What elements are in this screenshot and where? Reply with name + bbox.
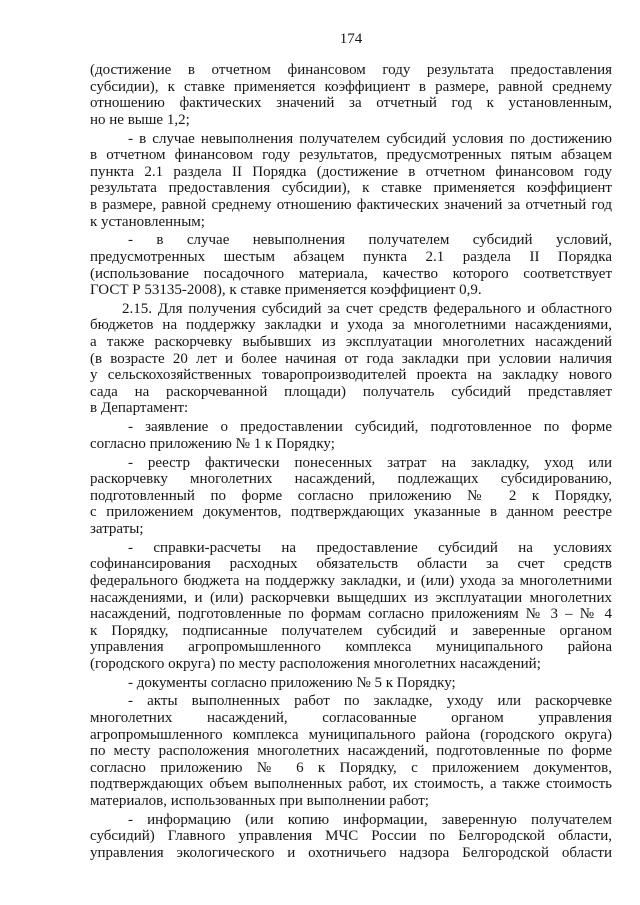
text-line: в отчетном финансовом году результатов, предусмотренных пятым абзацем xyxy=(90,147,612,164)
text-line: (достижение в отчетном финансовом году результата предоставления xyxy=(90,62,612,78)
text-line: (в возрасте 20 лет и более начиная от года закладки при условии наличия xyxy=(90,350,612,367)
text-line: материалов, использованных при выполнении работ; xyxy=(90,793,429,810)
paragraph xyxy=(90,131,612,231)
text-line: у сельскохозяйственных товаропроизводителей проекта на закладку нового xyxy=(90,367,612,384)
paragraph xyxy=(90,301,612,417)
body-text xyxy=(90,62,612,862)
page-number: 174 xyxy=(339,31,363,47)
text-line: в Департамент: xyxy=(90,400,189,417)
text-line: насаждениями, и (или) раскорчевки выщедших из эксплуатации многолетних xyxy=(90,589,612,606)
text-line: к установленным; xyxy=(90,213,205,230)
text-line: - акты выполненных работ по закладке, уходу или раскорчевке xyxy=(128,693,612,710)
text-line: - в случае невыполнения получателем субсидий условия по достижению xyxy=(128,130,612,147)
text-line: подготовленный по форме согласно приложению № 2 к Порядку, xyxy=(90,487,612,504)
text-line: согласно приложению № 1 к Порядку; xyxy=(90,435,335,452)
text-line: бюджетов на поддержку закладки и ухода за многолетними насаждениями, xyxy=(90,317,612,334)
text-line: пункта 2.1 раздела II Порядка (достижение в отчетном финансовом году xyxy=(90,163,612,180)
text-line: насаждений, подготовленные по формам согласно приложениям № 3 – № 4 xyxy=(90,606,612,623)
paragraph xyxy=(90,675,612,692)
text-line: по месту расположения многолетних насаждений, подготовленные по форме xyxy=(90,743,612,760)
text-line: - информацию (или копию информации, заверенную получателем xyxy=(128,811,612,828)
paragraph xyxy=(90,455,612,538)
text-line: с приложением документов, подтверждающих указанные в данном реестре xyxy=(90,504,612,521)
text-line: согласно приложению № 6 к Порядку, с приложением документов, xyxy=(90,759,612,776)
text-line: федерального бюджета на поддержку закладки, и (или) ухода за многолетними xyxy=(90,572,612,589)
paragraph xyxy=(90,812,612,862)
text-line: раскорчевку многолетних насаждений, подлежащих субсидированию, xyxy=(90,471,612,488)
text-line: предусмотренных шестым абзацем пункта 2.1 раздела II Порядка xyxy=(90,248,612,265)
text-line: - заявление о предоставлении субсидий, подготовленное по форме xyxy=(128,419,612,436)
paragraph xyxy=(90,419,612,452)
paragraph xyxy=(90,232,612,298)
text-line: - справки-расчеты на предоставление субсидий на условиях xyxy=(128,539,612,556)
text-line: ГОСТ Р 53135-2008), к ставке применяется коэффициент 0,9. xyxy=(90,282,482,299)
text-line: а также раскорчевку выбывших из эксплуатации многолетних насаждений xyxy=(90,334,612,351)
text-line: агропромышленного комплекса муниципального района (городского округа) xyxy=(90,726,612,743)
text-line: но не выше 1,2; xyxy=(90,111,190,128)
text-line: сада на раскорчеванной площади) получатель субсидий представляет xyxy=(90,383,612,400)
text-line: 2.15. Для получения субсидий за счет средств федерального и областного xyxy=(122,300,612,317)
text-line: - документы согласно приложению № 5 к Порядку; xyxy=(128,674,456,691)
text-line: результата предоставления субсидии), к ставке применяется коэффициент xyxy=(90,180,612,197)
text-line: - реестр фактически понесенных затрат на закладку, уход или xyxy=(128,454,612,471)
text-line: софинансирования расходных обязательств области за счет средств xyxy=(90,556,612,573)
text-line: многолетних насаждений, согласованные органом управления xyxy=(90,710,612,727)
text-line: подтверждающих объем выполненных работ, их стоимость, а также стоимость xyxy=(90,776,612,793)
text-line: к Порядку, подписанные получателем субсидий и заверенные органом xyxy=(90,622,612,639)
text-line: субсидий) Главного управления МЧС России по Белгородской области, xyxy=(90,828,612,845)
text-line: субсидии), к ставке применяется коэффициент в размере, равной среднему xyxy=(90,78,612,95)
paragraph xyxy=(90,540,612,673)
text-line: управления агропромышленного комплекса муниципального района xyxy=(90,639,612,656)
text-line: - в случае невыполнения получателем субсидий условий, xyxy=(128,232,612,249)
text-line: отношению фактических значений за отчетный год к установленным, xyxy=(90,95,612,112)
text-line: (использование посадочного материала, качество которого соответствует xyxy=(90,265,612,282)
text-line: управления экологического и охотничьего надзора Белгородской области xyxy=(90,845,612,861)
paragraph xyxy=(90,62,612,128)
text-line: (городского округа) по месту расположения многолетних насаждений; xyxy=(90,655,541,672)
text-line: затраты; xyxy=(90,520,144,537)
paragraph xyxy=(90,693,612,809)
text-line: в размере, равной среднему отношению фактических значений за отчетный год xyxy=(90,196,612,213)
